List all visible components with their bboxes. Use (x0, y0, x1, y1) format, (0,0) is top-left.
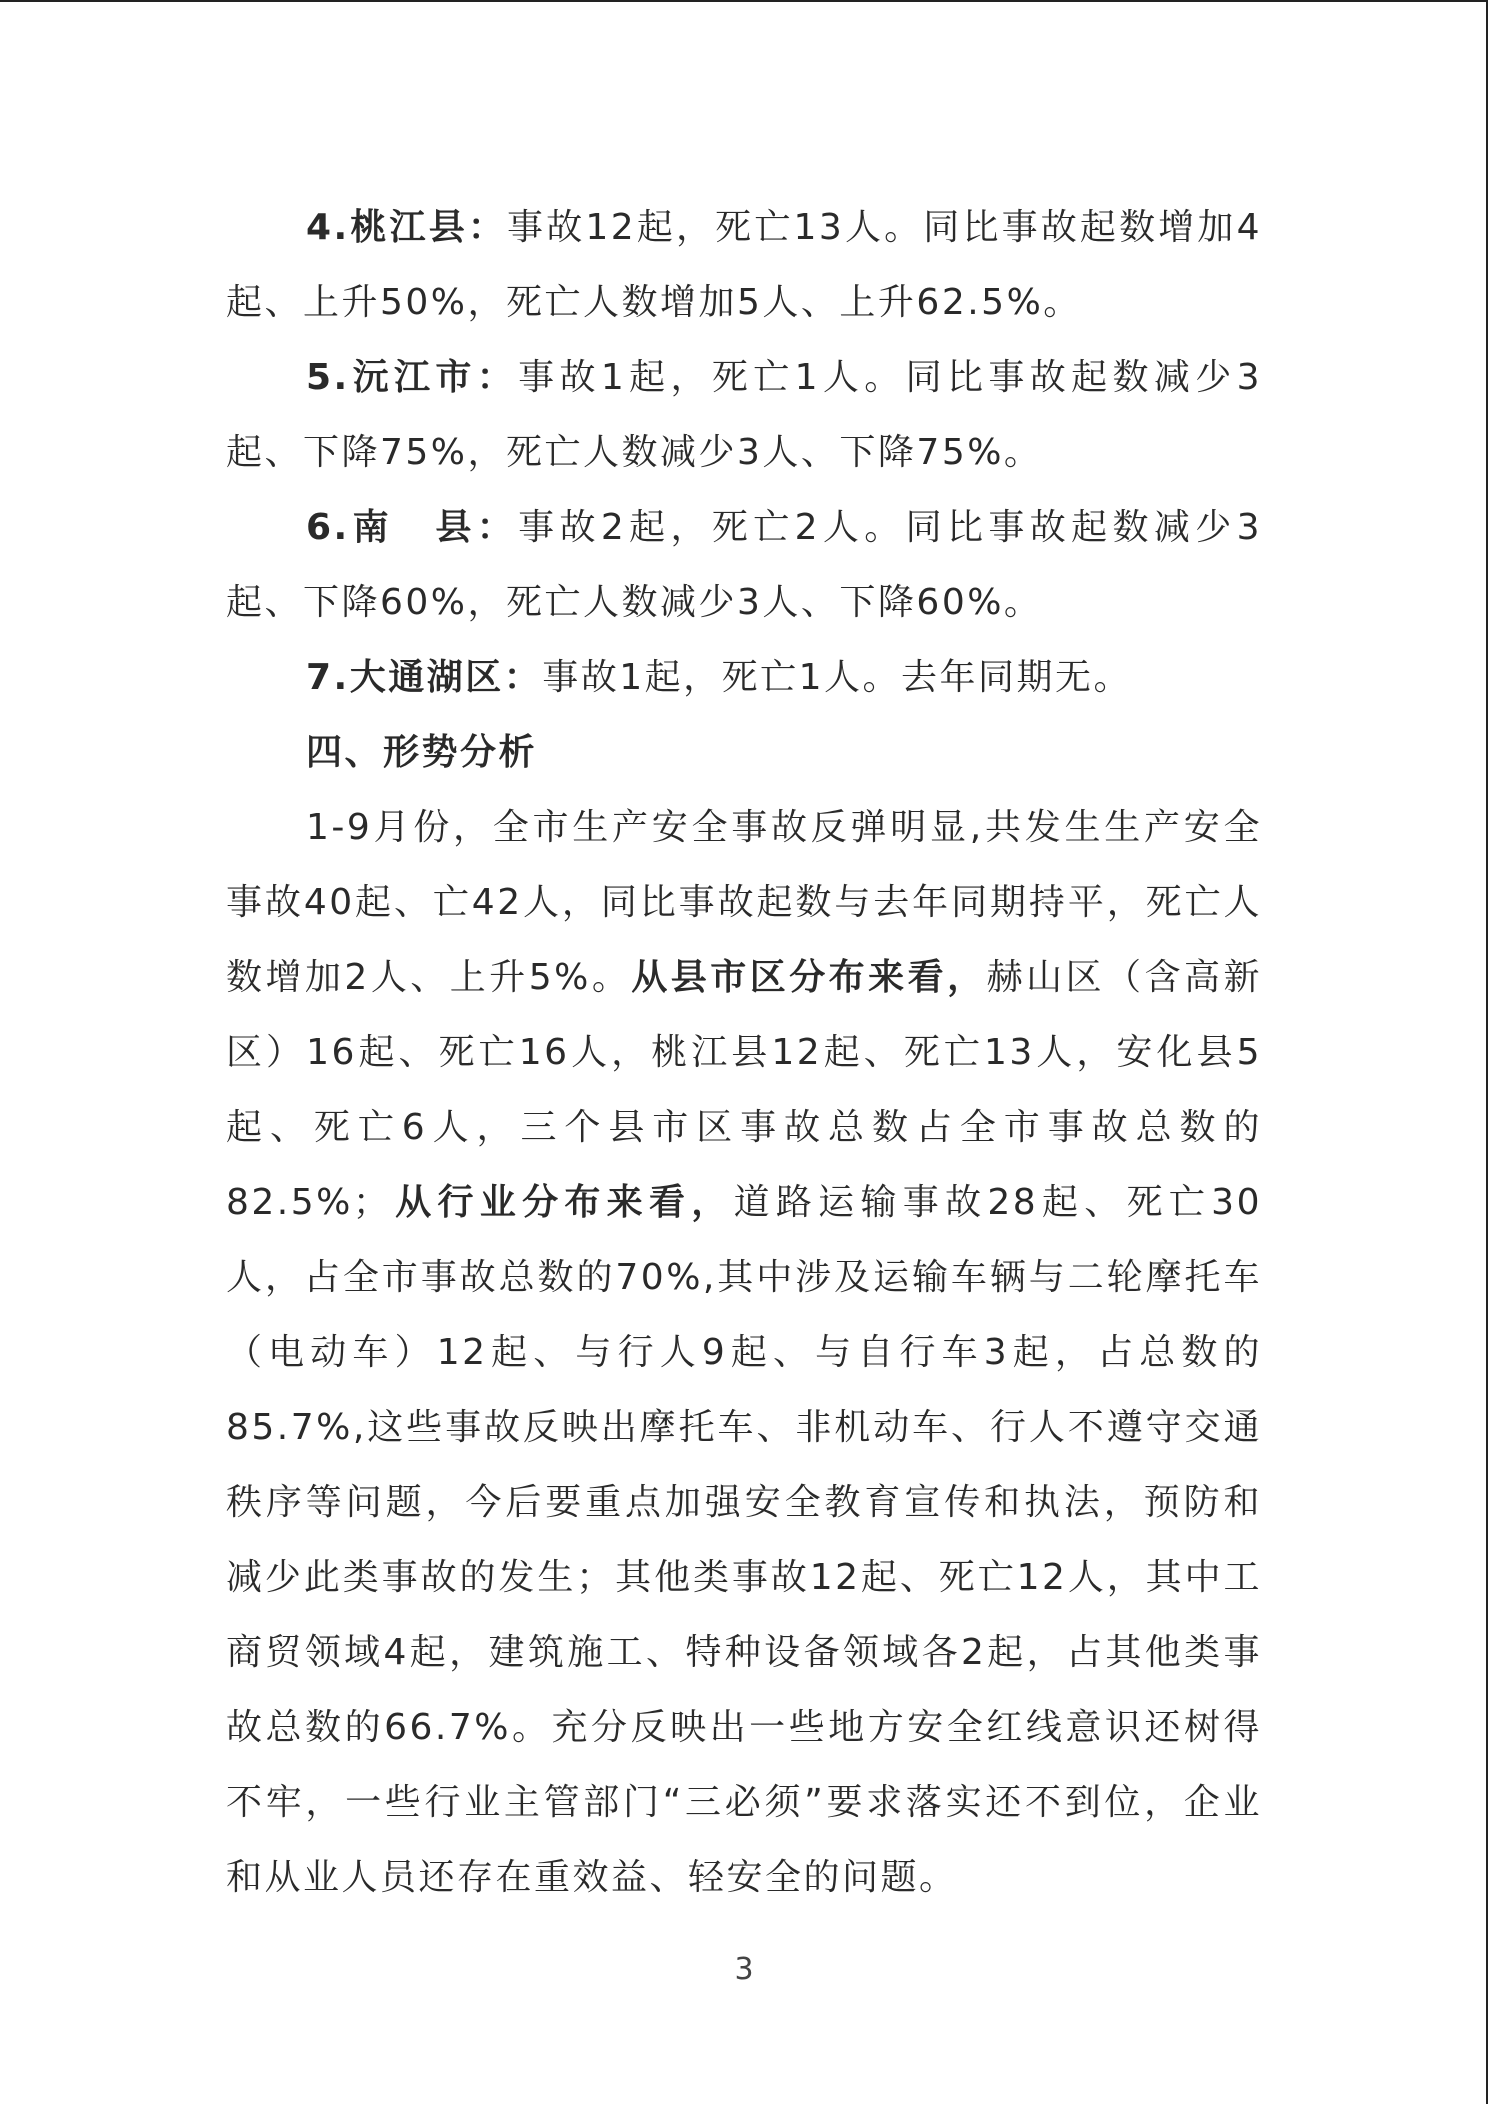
county-item-datonghu (226, 640, 1262, 715)
county-text: 事故2起，死亡2人。同比事故起数减少3起、下降60%，死亡人数减少3人、下降60%。 (226, 507, 1262, 623)
analysis-text-1: 1-9月份，全市生产安全事故反弹明显,共发生生产安全事故40起、亡42人，同比事故起数与去年同期持平，死亡人数增加2人、上升5%。 (226, 807, 1262, 998)
section-heading: 四、形势分析 (306, 732, 538, 773)
analysis-paragraph (226, 790, 1262, 1915)
county-label: 5.沅江市： (306, 357, 519, 398)
county-label: 6.南 县： (306, 507, 519, 548)
analysis-bold-1: 从县市区分布来看， (631, 957, 987, 998)
analysis-text-3: 道路运输事故28起、死亡30人，占全市事故总数的70%,其中涉及运输车辆与二轮摩托车（电动车）12起、与行人9起、与自行车3起，占总数的85.7%,这些事故反映出摩托车、非机动车、行人不遵守交通秩序等问题，今后要重点加强安全教育宣传和执法，预防和减少此类事故的发生；其他类事故12起、死亡12人，其中工商贸领域4起，建筑施工、特种设备领域各2起，占其他类事故总数的66.7%。充分反映出一些地方安全红线意识还树得不牢，一些行业主管部门“三必须”要求落实还不到位，企业和从业人员还存在重效益、轻安全的问题。 (226, 1182, 1262, 1898)
county-text: 事故1起，死亡1人。去年同期无。 (542, 657, 1133, 698)
page-border-top (0, 0, 1488, 2)
county-label: 4.桃江县： (306, 207, 508, 248)
county-text: 事故1起，死亡1人。同比事故起数减少3起、下降75%，死亡人数减少3人、下降75%。 (226, 357, 1262, 473)
county-item-taojiang (226, 190, 1262, 340)
document-body (226, 190, 1262, 1915)
county-label: 7.大通湖区： (306, 657, 543, 698)
county-item-nanxian (226, 490, 1262, 640)
county-item-yuanjiang (226, 340, 1262, 490)
page-number: 3 (734, 1952, 754, 1987)
analysis-text-2: 赫山区（含高新区）16起、死亡16人，桃江县12起、死亡13人，安化县5起、死亡6人，三个县市区事故总数占全市事故总数的82.5%； (226, 957, 1262, 1223)
analysis-bold-2: 从行业分布来看， (391, 1182, 734, 1223)
county-text: 事故12起，死亡13人。同比事故起数增加4起、上升50%，死亡人数增加5人、上升62.5%。 (226, 207, 1262, 323)
